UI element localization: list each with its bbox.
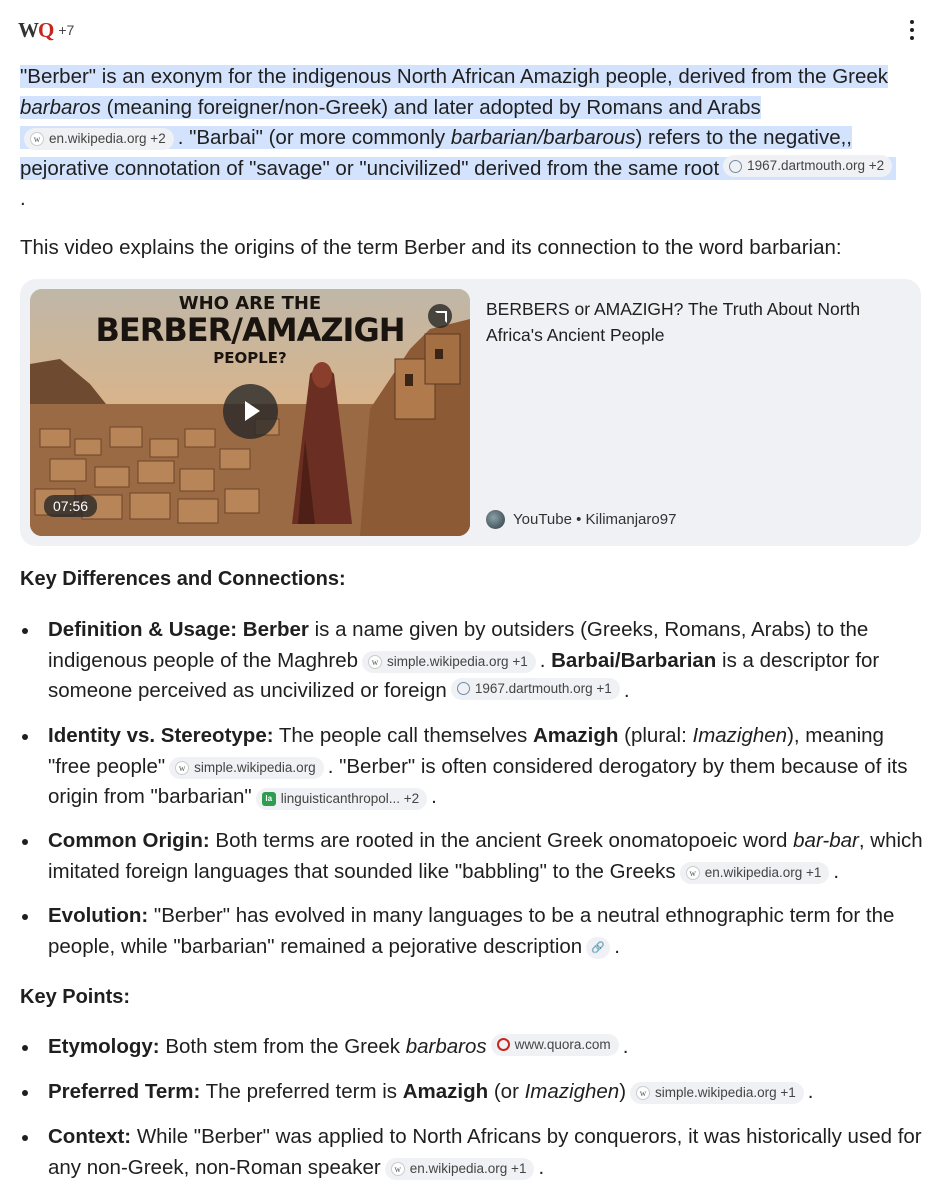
intro-paragraph bbox=[20, 62, 900, 215]
item-label: Context: bbox=[48, 1125, 132, 1148]
globe-icon bbox=[457, 682, 470, 695]
item-text: is a name given by outsiders (Greeks, Romans, Arabs) to the indigenous people of the Maghreb bbox=[48, 618, 869, 672]
wikipedia-icon: w bbox=[368, 655, 382, 669]
kebab-menu-icon[interactable] bbox=[909, 20, 915, 40]
item-text: . bbox=[623, 679, 630, 702]
source-count: +7 bbox=[58, 22, 75, 38]
video-thumbnail[interactable] bbox=[30, 289, 470, 536]
thumbnail-title-line2: BERBER/AMAZIGH bbox=[95, 311, 405, 349]
item-text: (or bbox=[488, 1080, 525, 1103]
list-item bbox=[48, 826, 928, 887]
intro-text: . "Barbai" (or more commonly bbox=[177, 126, 451, 149]
item-text: . bbox=[614, 934, 620, 958]
wikipedia-icon: w bbox=[686, 866, 700, 880]
citation-chip[interactable] bbox=[169, 757, 324, 779]
item-bold: Amazigh bbox=[533, 724, 619, 747]
list-item bbox=[48, 901, 928, 962]
item-italic: Imazighen bbox=[524, 1080, 620, 1103]
item-text: , which imitated foreign languages that sounded like "babbling" to the Greeks bbox=[48, 829, 923, 883]
citation-label: simple.wikipedia.org +1 bbox=[655, 1085, 796, 1100]
item-text: Both stem from the Greek bbox=[159, 1035, 406, 1058]
citation-label: www.quora.com bbox=[514, 1036, 611, 1052]
item-text: While "Berber" was applied to North Africans by conquerors, it was historically used for any non-Greek, non-Roman speaker bbox=[48, 1125, 922, 1179]
video-duration: 07:56 bbox=[44, 495, 97, 517]
item-text: ) bbox=[619, 1080, 627, 1103]
item-text: . bbox=[539, 648, 552, 672]
link-icon: 🔗 bbox=[591, 941, 606, 954]
item-label: Etymology: bbox=[48, 1035, 160, 1058]
citation-chip[interactable] bbox=[451, 678, 620, 700]
section-heading: Key Differences and Connections: bbox=[20, 568, 346, 590]
citation-label: en.wikipedia.org +2 bbox=[49, 131, 166, 146]
list-item bbox=[48, 1122, 928, 1183]
play-icon[interactable] bbox=[223, 384, 278, 439]
item-text: . "Berber" is often considered derogatory by them because of its origin from "barbarian" bbox=[48, 754, 908, 808]
source-icons[interactable] bbox=[18, 18, 74, 42]
thumbnail-title-line1: WHO ARE THE bbox=[178, 293, 322, 314]
item-text: . bbox=[431, 785, 437, 808]
item-text: The preferred term is bbox=[200, 1080, 403, 1103]
item-italic: bar-bar bbox=[793, 829, 859, 852]
wikipedia-icon: w bbox=[391, 1162, 405, 1176]
item-text: . bbox=[807, 1080, 814, 1103]
sources-bar bbox=[18, 14, 923, 46]
item-bold: Barbai/Barbarian bbox=[551, 648, 717, 672]
item-text: ), meaning "free people" bbox=[48, 724, 884, 778]
item-label: Identity vs. Stereotype: bbox=[48, 724, 274, 747]
item-bold: Berber bbox=[242, 618, 309, 641]
list-item bbox=[48, 1032, 928, 1063]
item-text: . bbox=[833, 859, 840, 883]
wikipedia-icon: w bbox=[636, 1086, 650, 1100]
item-label: Common Origin: bbox=[48, 829, 210, 852]
linguistics-icon: la bbox=[262, 792, 276, 806]
list-item bbox=[48, 1077, 928, 1108]
citation-label: 1967.dartmouth.org +1 bbox=[474, 680, 612, 696]
globe-icon bbox=[729, 160, 742, 173]
citation-label: linguisticanthropol... +2 bbox=[280, 791, 420, 806]
section-heading: Key Points: bbox=[20, 986, 131, 1008]
item-text: "Berber" has evolved in many languages to be a neutral ethnographic term for the people, while "barbarian" remained a pejorative description bbox=[48, 904, 895, 958]
source-logo-icon: WQ bbox=[18, 17, 54, 42]
item-label: Preferred Term: bbox=[48, 1080, 201, 1103]
intro-highlight bbox=[20, 65, 896, 180]
citation-chip[interactable] bbox=[630, 1082, 804, 1104]
intro-text: ) refers to the negative,, pejorative connotation of "savage" or "uncivilized" derived from the same root bbox=[20, 126, 853, 180]
wikipedia-icon: w bbox=[30, 132, 44, 146]
citation-chip[interactable] bbox=[723, 155, 892, 177]
intro-text: . bbox=[20, 187, 26, 210]
expand-icon[interactable] bbox=[428, 304, 452, 328]
citation-chip[interactable] bbox=[256, 788, 427, 810]
item-text: . bbox=[538, 1155, 545, 1179]
channel-avatar bbox=[486, 510, 505, 529]
citation-label: simple.wikipedia.org bbox=[194, 759, 316, 775]
item-bold: Amazigh bbox=[402, 1080, 489, 1103]
intro-text: (meaning foreigner/non-Greek) and later adopted by Romans and Arabs bbox=[100, 95, 761, 119]
video-title[interactable]: BERBERS or AMAZIGH? The Truth About North Africa's Ancient People bbox=[486, 299, 861, 345]
item-text: is a descriptor for someone perceived as uncivilized or foreign bbox=[48, 648, 880, 702]
quora-icon bbox=[497, 1038, 510, 1051]
video-meta bbox=[486, 510, 676, 529]
intro-italic: barbarian/barbarous bbox=[450, 126, 636, 149]
citation-chip[interactable] bbox=[491, 1034, 619, 1056]
item-text: Both terms are rooted in the ancient Greek onomatopoeic word bbox=[209, 829, 794, 852]
intro-text: "Berber" is an exonym for the indigenous North African Amazigh people, derived from the Greek bbox=[20, 65, 889, 88]
citation-chip[interactable] bbox=[385, 1158, 535, 1180]
citation-chip[interactable] bbox=[362, 651, 536, 673]
citation-label: en.wikipedia.org +1 bbox=[704, 864, 822, 880]
wikipedia-icon: w bbox=[175, 761, 189, 775]
intro-italic: barbaros bbox=[20, 95, 101, 119]
citation-chip[interactable] bbox=[680, 862, 830, 884]
video-source-channel: YouTube • Kilimanjaro97 bbox=[513, 511, 677, 528]
item-italic: barbaros bbox=[405, 1035, 487, 1058]
citation-label: simple.wikipedia.org +1 bbox=[387, 653, 528, 669]
thumbnail-title-line3: PEOPLE? bbox=[213, 349, 287, 367]
item-text: The people call themselves bbox=[273, 724, 533, 747]
item-label: Evolution: bbox=[48, 904, 149, 927]
item-text: (plural: bbox=[618, 724, 693, 747]
item-text: . bbox=[622, 1035, 629, 1058]
citation-chip[interactable] bbox=[24, 128, 174, 150]
item-italic: Imazighen bbox=[692, 724, 788, 747]
citation-label: en.wikipedia.org +1 bbox=[409, 1160, 527, 1176]
video-intro-text: This video explains the origins of the term Berber and its connection to the word barbarian: bbox=[20, 236, 842, 259]
video-card[interactable] bbox=[20, 279, 921, 546]
list-item bbox=[48, 721, 928, 813]
citation-chip[interactable] bbox=[586, 937, 610, 959]
item-label: Definition & Usage: bbox=[48, 618, 238, 641]
citation-label: 1967.dartmouth.org +2 bbox=[747, 158, 885, 173]
list-item bbox=[48, 615, 928, 707]
